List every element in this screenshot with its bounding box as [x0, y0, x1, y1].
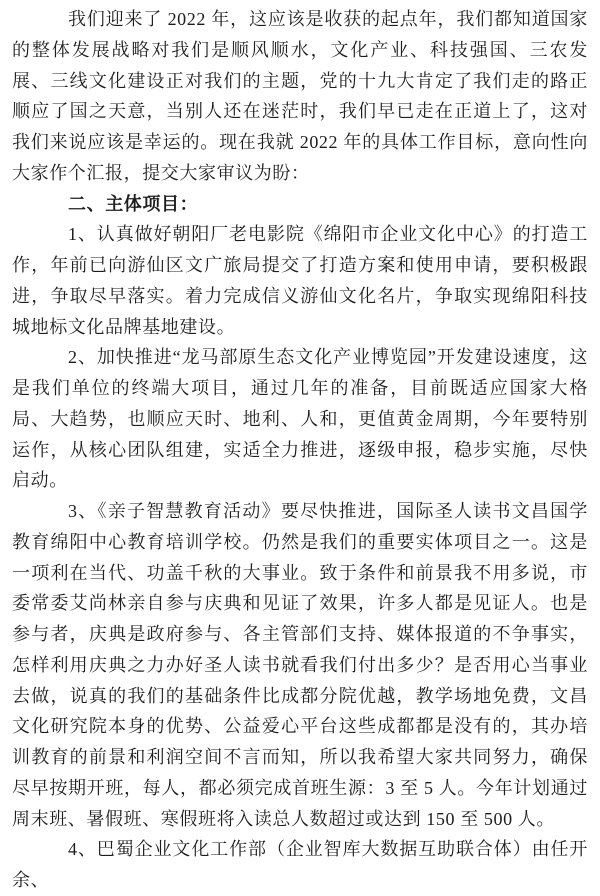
- paragraph-item-1: 1、认真做好朝阳厂老电影院《绵阳市企业文化中心》的打造工作，年前已向游仙区文广旅局提交了打造方案和使用申请，要积极跟进，争取尽早落实。着力完成信义游仙文化名片，争取实现绵阳科技城地标文化品牌基地建设。: [12, 224, 588, 337]
- paragraph-section-heading: 二、主体项目：: [68, 193, 199, 214]
- paragraph-item-4: 4、巴蜀企业文化工作部（企业智库大数据互助联合体）由任开余、: [12, 839, 588, 890]
- paragraph-intro: 我们迎来了 2022 年，这应该是收获的起点年，我们都知道国家的整体发展战略对我们是顺风顺水，文化产业、科技强国、三农发展、三线文化建设正对我们的主题，党的十九大肯定了我们走的路正顺应了国之天意，当别人还在迷茫时，我们早已走在正道上了，这对我们来说应该是幸运的。现在我就 2022 年的具体工作目标，意向性向大家作个汇报，提交大家审议为盼：: [12, 9, 588, 183]
- paragraph-item-3: 3、《亲子智慧教育活动》要尽快推进，国际圣人读书文昌国学教育绵阳中心教育培训学校。仍然是我们的重要实体项目之一。这是一项利在当代、功盖千秋的大事业。致于条件和前景我不用多说，市委常委艾尚林亲自参与庆典和见证了效果，许多人都是见证人。也是参与者，庆典是政府参与、各主管部们支持、媒体报道的不争事实，怎样利用庆典之力办好圣人读书就看我们付出多少？是否用心当事业去做，说真的我们的基础条件比成都分院优越，教学场地免费，文昌文化研究院本身的优势、公益爱心平台这些成都都是没有的，其办培训教育的前景和利润空间不言而知，所以我希望大家共同努力，确保尽早按期开班，每人，都必须完成首班生源：3 至 5 人。今年计划通过周末班、暑假班、寒假班将入读总人数超过或达到 150 至 500 人。: [12, 501, 588, 829]
- document-page: [12, 0, 588, 896]
- paragraph-item-2: 2、加快推进“龙马部原生态文化产业博览园”开发建设速度，这是我们单位的终端大项目，通过几年的准备，目前既适应国家大格局、大趋势，也顺应天时、地利、人和，更值黄金周期，今年要特别运作，从核心团队组建，实适全力推进，逐级申报，稳步实施，尽快启动。: [12, 347, 588, 491]
